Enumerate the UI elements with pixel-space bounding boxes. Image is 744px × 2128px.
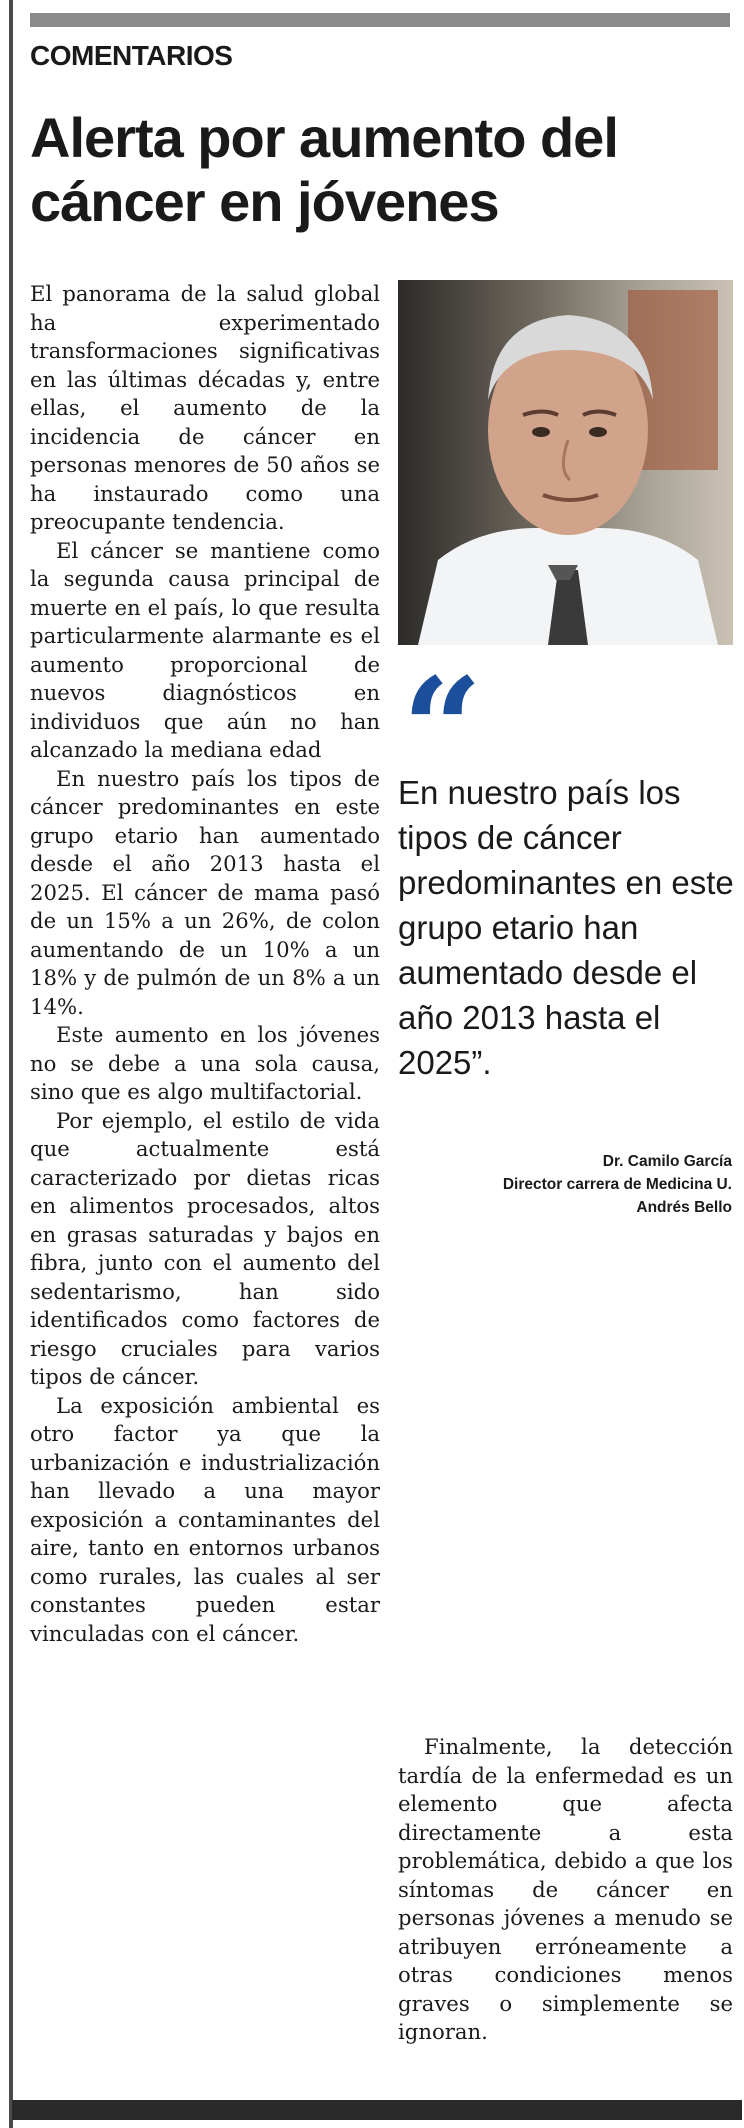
top-bar bbox=[30, 13, 730, 27]
paragraph: Por ejemplo, el estilo de vida que actualmente está caracterizado por dietas ricas en alimentos procesados, altos en grasas saturadas y bajos en fibra, junto con el aumento del sedentarismo, han sido identificados como factores de riesgo cruciales para varios tipos de cáncer. bbox=[30, 1107, 380, 1389]
bottom-bar bbox=[12, 2100, 742, 2120]
paragraph: Finalmente, la detección tardía de la enfermedad es un elemento que afecta directamente a esta problemática, debido a que los síntomas de cáncer en personas jóvenes a menudo se atribuyen erróneamente a otras condiciones menos graves o simplemente se ignoran. bbox=[398, 1734, 733, 2044]
byline-name: Dr. Camilo García bbox=[602, 1153, 732, 1170]
paragraph: En nuestro país los tipos de cáncer predominantes en este grupo etario han aumentado desde el año 2013 hasta el 2025. El cáncer de mama pasó de un 15% a un 26%, de colon aumentando de un 10% a un 18% y de pulmón de un 8% a un 14%. bbox=[30, 765, 380, 1019]
byline bbox=[398, 1150, 732, 1219]
paragraph: El panorama de la salud global ha experimentado transformaciones significativas en las últimas décadas y, entre ellas, el aumento de la incidencia de cáncer en personas menores de 50 años se ha instaurado como una preocupante tendencia. bbox=[30, 281, 380, 534]
paragraph: La exposición ambiental es otro factor ya que la urbanización e industrialización han llevado a una mayor exposición a contaminantes del aire, tanto en entornos urbanos como rurales, las cuales al ser constantes pueden estar vinculadas con el cáncer. bbox=[30, 1392, 380, 1646]
byline-role-cont: Andrés Bello bbox=[636, 1199, 732, 1216]
portrait-illustration bbox=[398, 280, 733, 645]
quote-mark-icon: “ bbox=[402, 648, 483, 812]
left-rule bbox=[9, 0, 13, 2128]
article-body-left bbox=[30, 280, 380, 1648]
headline: Alerta por aumento del cáncer en jóvenes bbox=[30, 106, 618, 233]
byline-role: Director carrera de Medicina U. bbox=[502, 1176, 732, 1193]
section-label: COMENTARIOS bbox=[30, 40, 233, 71]
author-photo bbox=[398, 280, 733, 645]
paragraph: Este aumento en los jóvenes no se debe a una sola causa, sino que es algo multifactorial. bbox=[30, 1022, 380, 1104]
paragraph: El cáncer se mantiene como la segunda causa principal de muerte en el país, lo que resulta particularmente alarmante es el aumento proporcional de nuevos diagnósticos en individuos que aún no han alcanzado la mediana edad bbox=[30, 537, 380, 762]
article-body-right bbox=[398, 1733, 733, 2047]
pull-quote: En nuestro país los tipos de cáncer predominantes en este grupo etario han aumentado desde el año 2013 hasta el 2025”. bbox=[398, 774, 734, 1081]
